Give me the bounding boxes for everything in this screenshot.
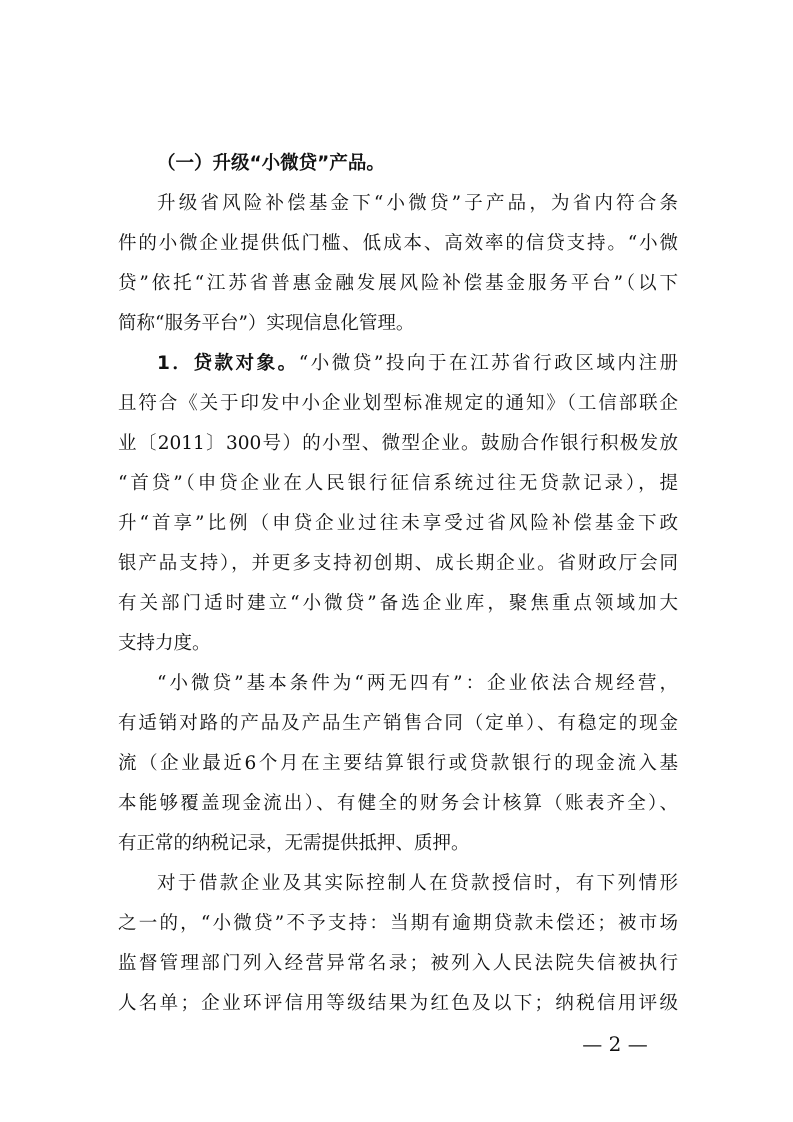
paragraph-line: 支持力度。 <box>118 633 211 654</box>
paragraph-line: 升级省风险补偿基金下“小微贷”子产品，为省内符合条 <box>157 193 678 214</box>
paragraph-line: 银产品支持），并更多支持初创期、成长期企业。省财政厅会同 <box>118 553 678 574</box>
paragraph-line: 升“首享”比例（申贷企业过往未享受过省风险补偿基金下政 <box>118 513 678 534</box>
paragraph-line: 有适销对路的产品及产品生产销售合同（定单）、有稳定的现金 <box>118 713 678 734</box>
paragraph-line: 有关部门适时建立“小微贷”备选企业库，聚焦重点领域加大 <box>118 593 678 614</box>
paragraph-line: 本能够覆盖现金流出）、有健全的财务会计核算（账表齐全）、 <box>118 793 678 814</box>
paragraph-line: 流（企业最近6个月在主要结算银行或贷款银行的现金流入基 <box>118 753 678 774</box>
paragraph-line-text: “小微贷”投向于在江苏省行政区域内注册 <box>298 353 679 374</box>
paragraph-line <box>157 347 678 381</box>
paragraph-line: 且符合《关于印发中小企业划型标准规定的通知》（工信部联企 <box>118 393 678 414</box>
paragraph-line: 贷”依托“江苏省普惠金融发展风险补偿基金服务平台”（以下 <box>118 273 678 294</box>
paragraph-line: “小微贷”基本条件为“两无四有”：企业依法合规经营， <box>157 673 678 694</box>
paragraph-line: 对于借款企业及其实际控制人在贷款授信时，有下列情形 <box>157 873 678 894</box>
paragraph-line: 人名单；企业环评信用等级结果为红色及以下；纳税信用评级 <box>118 993 678 1014</box>
paragraph-line: 之一的，“小微贷”不予支持：当期有逾期贷款未偿还；被市场 <box>118 913 678 934</box>
section-heading: （一）升级“小微贷”产品。 <box>157 153 385 174</box>
paragraph-line: 业〔2011〕300号）的小型、微型企业。鼓励合作银行积极发放 <box>118 433 678 454</box>
paragraph-line: “首贷”（申贷企业在人民银行征信系统过往无贷款记录），提 <box>118 473 678 494</box>
loan-target-label: 1．贷款对象。 <box>157 353 299 374</box>
paragraph-line: 监督管理部门列入经营异常名录；被列入人民法院失信被执行 <box>118 953 678 974</box>
paragraph-line: 简称“服务平台”）实现信息化管理。 <box>118 313 415 334</box>
paragraph-line: 件的小微企业提供低门槛、低成本、高效率的信贷支持。“小微 <box>118 233 678 254</box>
paragraph-line: 有正常的纳税记录，无需提供抵押、质押。 <box>118 833 470 854</box>
page-number: — 2 — <box>582 1032 648 1056</box>
